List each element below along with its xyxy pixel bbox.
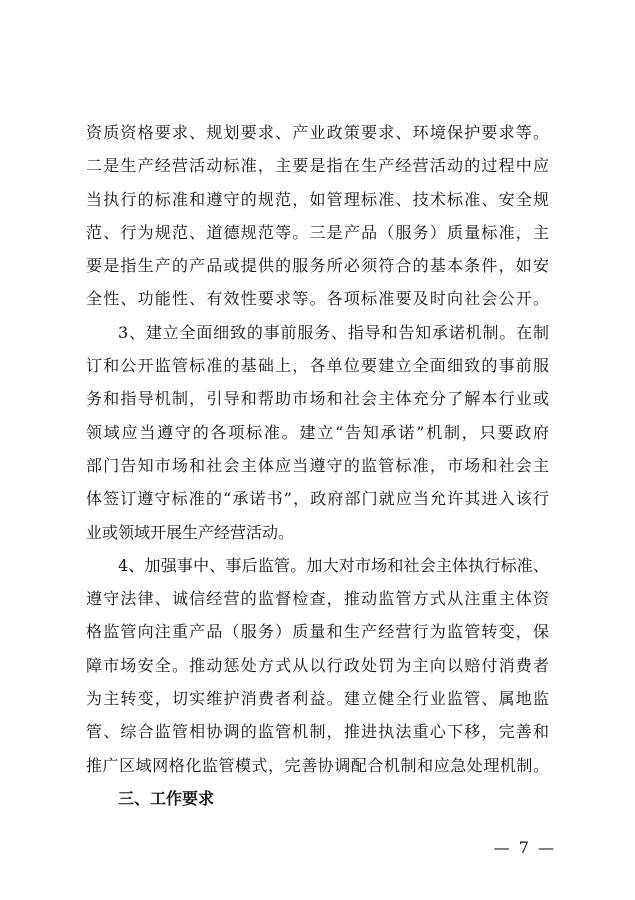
section-heading: 三、工作要求 xyxy=(118,788,215,808)
text-line: 为主转变，切实维护消费者利益。建立健全行业监管、属地监 xyxy=(86,689,549,709)
text-line: 要是指生产的产品或提供的服务所必须符合的基本条件，如安 xyxy=(86,256,549,276)
text-line: 订和公开监管标准的基础上，各单位要建立全面细致的事前服 xyxy=(86,356,549,376)
text-line: 资质资格要求、规划要求、产业政策要求、环境保护要求等。 xyxy=(86,123,549,142)
text-line: 业或领域开展生产经营活动。 xyxy=(86,522,295,542)
text-line: 推广区域网格化监管模式，完善协调配合机制和应急处理机制。 xyxy=(86,755,549,775)
text-line: 部门告知市场和社会主体应当遵守的监管标准，市场和社会主 xyxy=(86,455,549,475)
text-line: 领域应当遵守的各项标准。建立“告知承诺”机制，只要政府 xyxy=(86,422,549,442)
text-line: 范、行为规范、道德规范等。三是产品（服务）质量标准，主 xyxy=(86,222,549,242)
text-line: 全性、功能性、有效性要求等。各项标准要及时向社会公开。 xyxy=(86,289,549,309)
text-line: 体签订遵守标准的“承诺书”，政府部门就应当允许其进入该行 xyxy=(86,489,549,509)
text-line: 务和指导机制，引导和帮助市场和社会主体充分了解本行业或 xyxy=(86,389,549,409)
text-line: 管、综合监管相协调的监管机制，推进执法重心下移，完善和 xyxy=(86,722,549,742)
text-line: 当执行的标准和遵守的规范，如管理标准、技术标准、安全规 xyxy=(86,189,549,209)
page-number: — 7 — xyxy=(493,838,556,857)
text-line: 遵守法律、诚信经营的监督检查，推动监管方式从注重主体资 xyxy=(86,589,549,609)
text-line: 二是生产经营活动标准，主要是指在生产经营活动的过程中应 xyxy=(86,156,549,176)
text-line: 障市场安全。推动惩处方式从以行政处罚为主向以赔付消费者 xyxy=(86,655,549,675)
paragraph-3-first-line: 3、建立全面细致的事前服务、指导和告知承诺机制。在制 xyxy=(118,322,549,342)
paragraph-4-first-line: 4、加强事中、事后监管。加大对市场和社会主体执行标准、 xyxy=(118,555,549,575)
body-text xyxy=(86,116,549,815)
text-line: 格监管向注重产品（服务）质量和生产经营行为监管转变，保 xyxy=(86,622,549,642)
